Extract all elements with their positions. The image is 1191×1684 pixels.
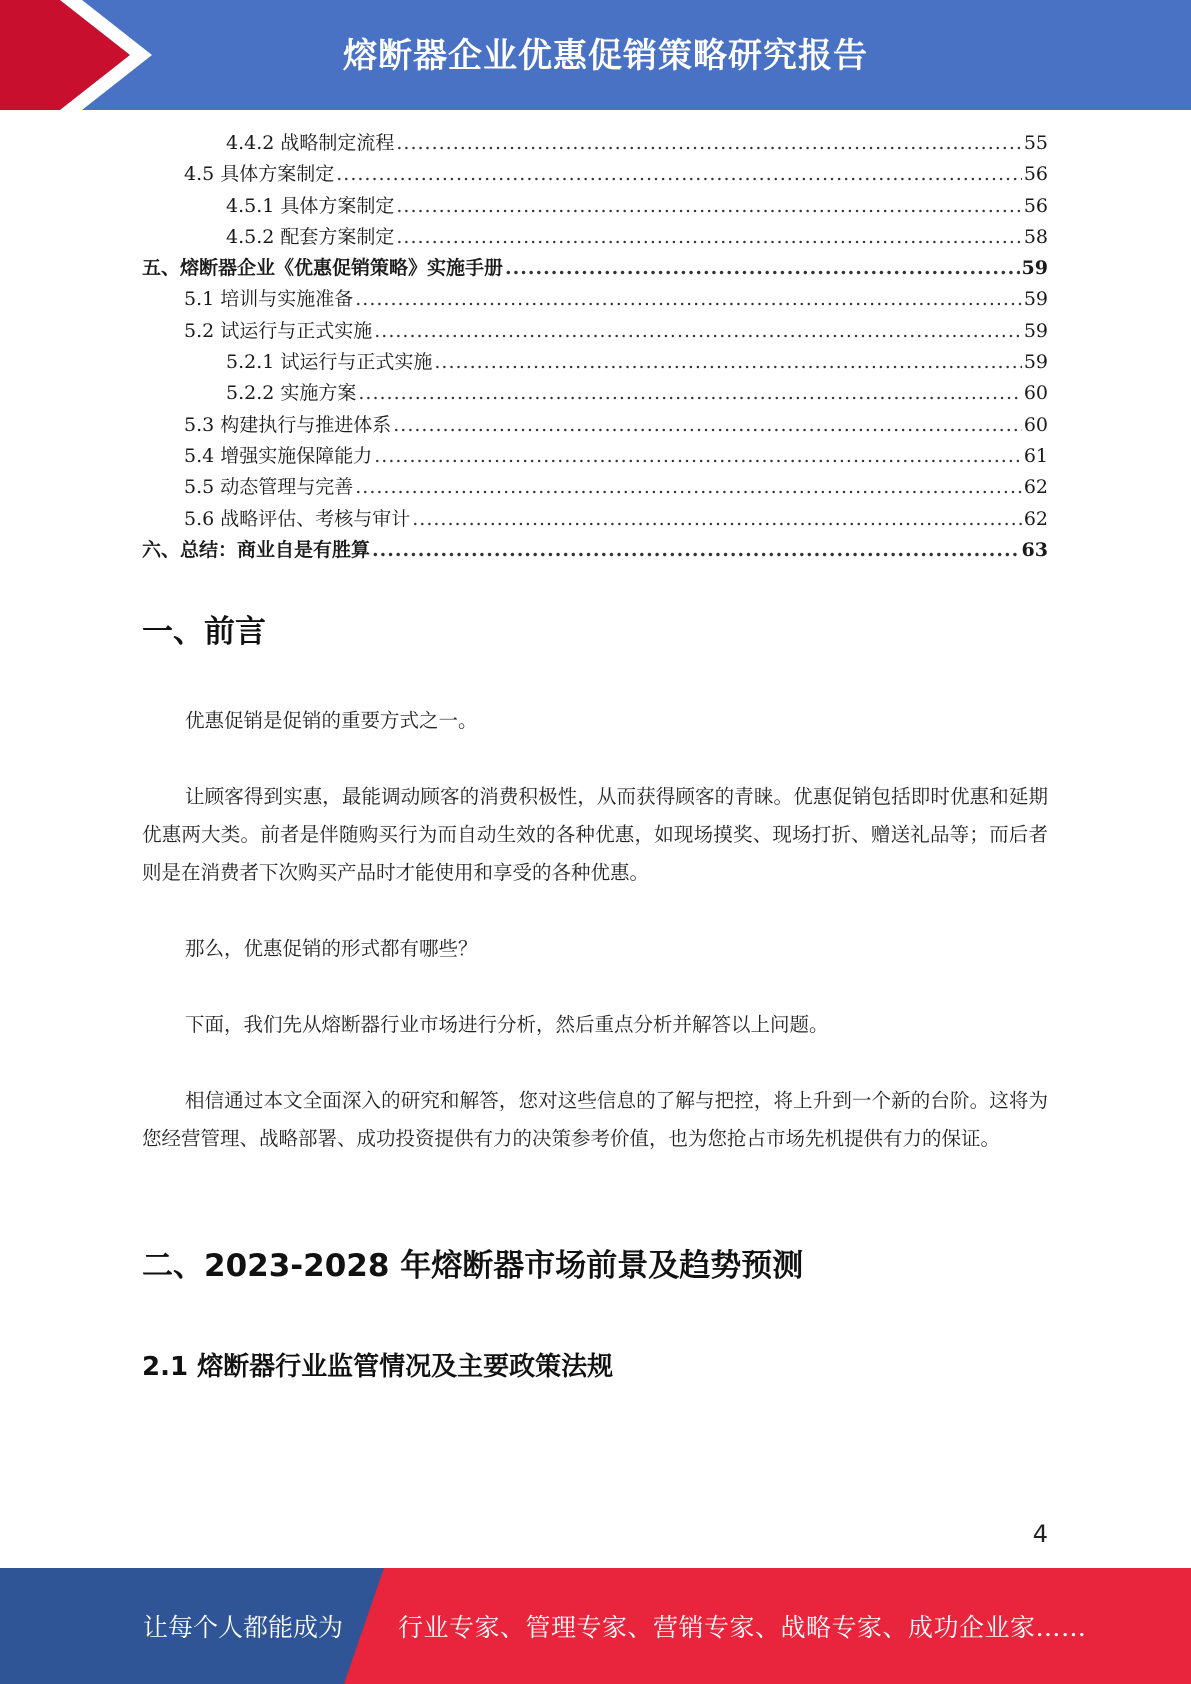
toc-entry[interactable] — [142, 284, 1048, 315]
toc-entry-label: 5.4 增强实施保障能力 — [184, 444, 373, 467]
toc-dot-leader — [355, 476, 1022, 498]
toc-entry-label: 5.1 培训与实施准备 — [184, 288, 354, 311]
toc-entry-page: 55 — [1023, 132, 1048, 154]
toc-entry-page: 59 — [1023, 351, 1048, 374]
subsection-heading: 2.1 熔断器行业监管情况及主要政策法规 — [142, 1352, 614, 1382]
toc-dot-leader — [412, 508, 1022, 530]
toc-entry-page: 56 — [1023, 194, 1048, 217]
toc-entry-page: 60 — [1023, 413, 1048, 436]
toc-dot-leader — [336, 163, 1022, 185]
report-title: 熔断器企业优惠促销策略研究报告 — [343, 36, 868, 76]
footer-slogan-right: 行业专家、管理专家、营销专家、战略专家、成功企业家…… — [398, 1613, 1087, 1642]
section-heading-market-outlook: 二、2023-2028 年熔断器市场前景及趋势预测 — [142, 1248, 804, 1284]
table-of-contents — [142, 128, 1048, 566]
toc-entry[interactable] — [142, 472, 1048, 503]
toc-entry-label: 4.4.2 战略制定流程 — [226, 132, 395, 154]
toc-entry-label: 4.5.1 具体方案制定 — [226, 194, 395, 217]
toc-dot-leader — [396, 226, 1021, 248]
toc-dot-leader — [374, 445, 1022, 467]
toc-entry[interactable] — [142, 504, 1048, 535]
toc-entry[interactable] — [142, 128, 1048, 159]
toc-dot-leader — [393, 414, 1022, 436]
toc-entry-page: 59 — [1021, 257, 1048, 280]
toc-dot-leader — [396, 132, 1021, 154]
toc-entry-label: 5.2 试运行与正式实施 — [184, 319, 373, 342]
toc-entry[interactable] — [142, 410, 1048, 441]
toc-entry-label: 5.2.1 试运行与正式实施 — [226, 351, 433, 374]
paragraph: 相信通过本文全面深入的研究和解答，您对这些信息的了解与把控，将上升到一个新的台阶。这将为您经营管理、战略部署、成功投资提供有力的决策参考价值，也为您抢占市场先机提供有力的保证。 — [142, 1089, 1048, 1150]
toc-entry-label: 5.3 构建执行与推进体系 — [184, 413, 392, 436]
toc-entry-label: 五、熔断器企业《优惠促销策略》实施手册 — [142, 257, 504, 280]
toc-dot-leader — [434, 351, 1021, 373]
toc-entry-page: 59 — [1023, 288, 1048, 311]
toc-entry[interactable] — [142, 347, 1048, 378]
toc-dot-leader — [358, 382, 1021, 404]
toc-entry[interactable] — [142, 253, 1048, 284]
paragraph: 那么，优惠促销的形式都有哪些？ — [185, 937, 478, 960]
toc-entry-page: 62 — [1023, 476, 1048, 499]
toc-entry-page: 59 — [1023, 319, 1048, 342]
toc-entry-label: 5.2.2 实施方案 — [226, 382, 357, 405]
toc-entry-page: 63 — [1021, 538, 1048, 561]
toc-entry-label: 5.6 战略评估、考核与审计 — [184, 507, 411, 530]
toc-entry[interactable] — [142, 535, 1048, 566]
toc-entry-label: 4.5 具体方案制定 — [184, 163, 335, 186]
paragraph: 优惠促销是促销的重要方式之一。 — [185, 709, 478, 732]
toc-entry-label: 六、总结：商业自是有胜算 — [142, 538, 371, 561]
toc-dot-leader — [505, 257, 1020, 279]
toc-entry-page: 58 — [1023, 225, 1048, 248]
footer-slogan-left: 让每个人都能成为 — [143, 1613, 344, 1642]
paragraph: 下面，我们先从熔断器行业市场进行分析，然后重点分析并解答以上问题。 — [185, 1013, 829, 1036]
section-heading-preface: 一、前言 — [142, 614, 266, 650]
toc-entry-page: 60 — [1023, 382, 1048, 405]
toc-entry-label: 5.5 动态管理与完善 — [184, 476, 354, 499]
toc-entry-label: 4.5.2 配套方案制定 — [226, 225, 395, 248]
toc-entry[interactable] — [142, 316, 1048, 347]
paragraph: 让顾客得到实惠，最能调动顾客的消费积极性，从而获得顾客的青睐。优惠促销包括即时优惠和延期优惠两大类。前者是伴随购买行为而自动生效的各种优惠，如现场摸奖、现场打折、赠送礼品等；而后者则是在消费者下次购买产品时才能使用和享受的各种优惠。 — [142, 785, 1048, 884]
toc-entry[interactable] — [142, 378, 1048, 409]
toc-entry-page: 56 — [1023, 163, 1048, 186]
toc-entry-page: 61 — [1023, 444, 1048, 467]
toc-dot-leader — [374, 320, 1022, 342]
toc-entry[interactable] — [142, 222, 1048, 253]
page-header — [0, 0, 1191, 110]
page-footer — [0, 1568, 1191, 1684]
toc-entry[interactable] — [142, 159, 1048, 190]
toc-dot-leader — [355, 288, 1022, 310]
toc-dot-leader — [372, 539, 1020, 561]
toc-entry[interactable] — [142, 191, 1048, 222]
toc-entry-page: 62 — [1023, 507, 1048, 530]
toc-entry[interactable] — [142, 441, 1048, 472]
page-number: 4 — [1032, 1520, 1048, 1548]
toc-dot-leader — [396, 195, 1021, 217]
